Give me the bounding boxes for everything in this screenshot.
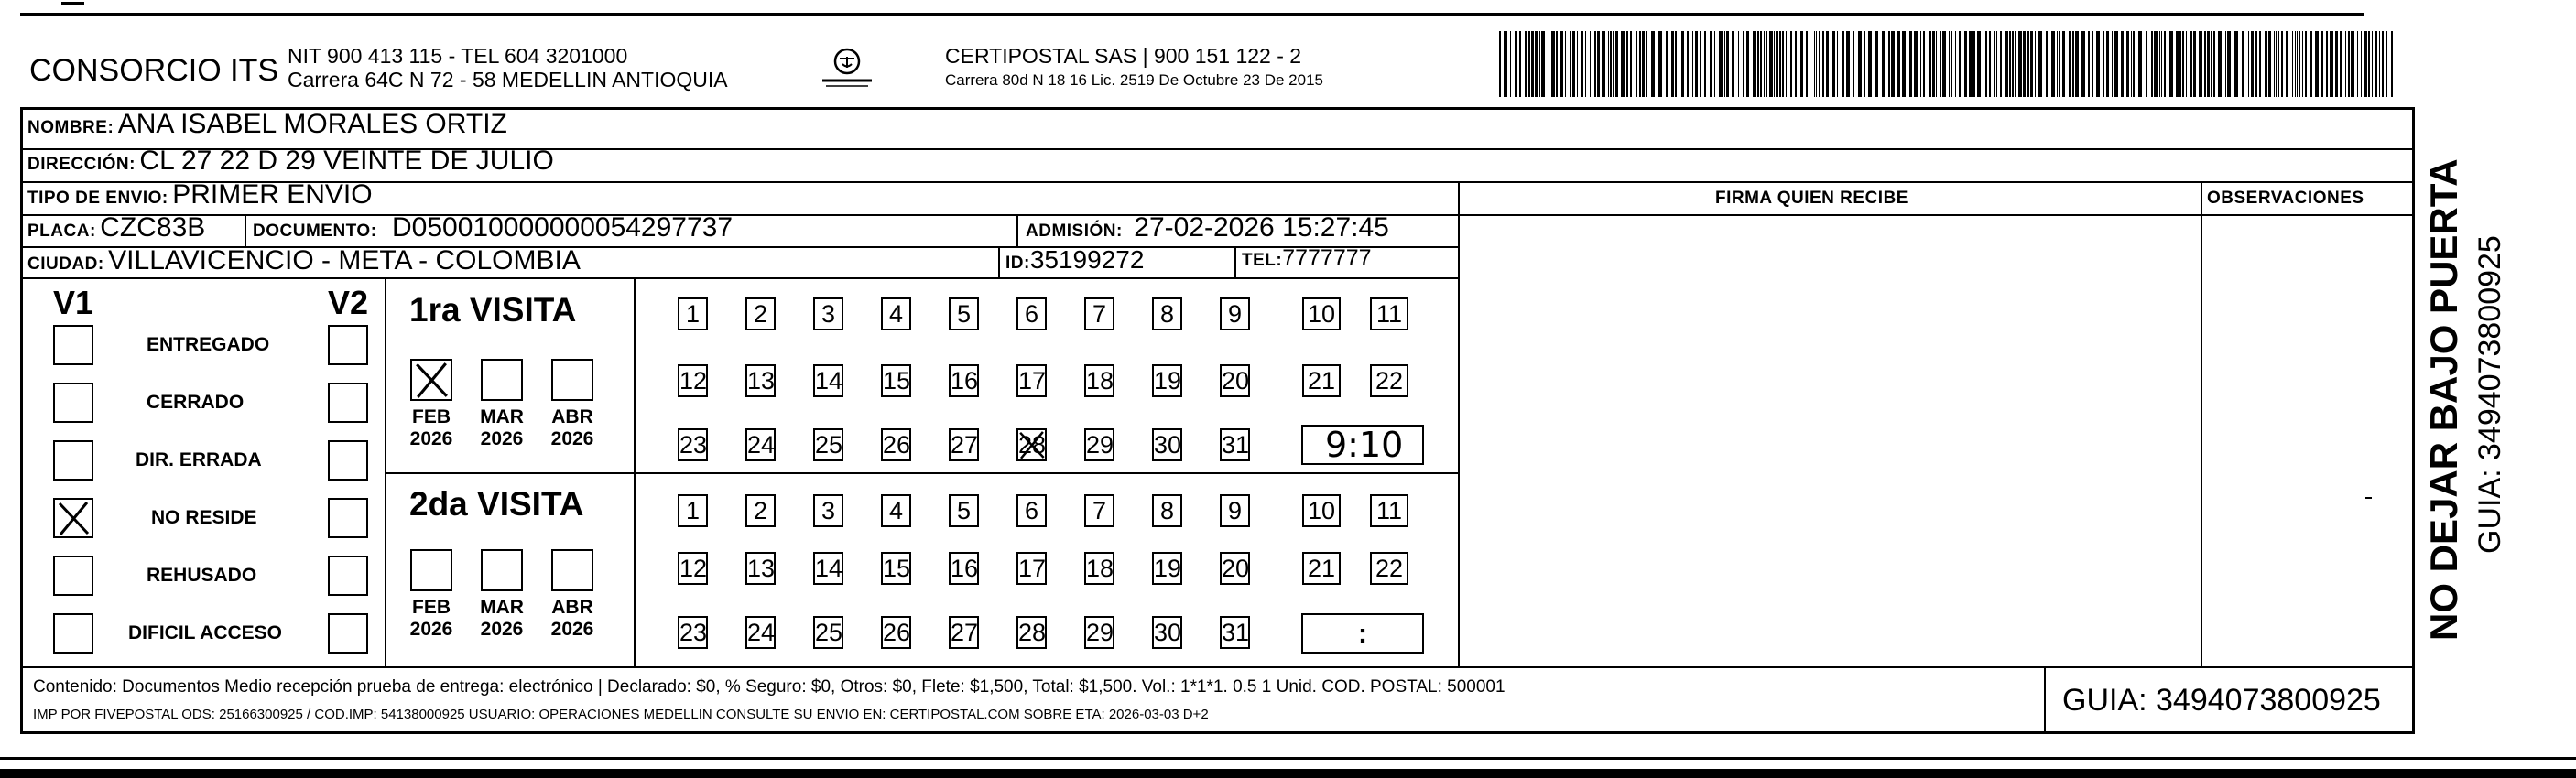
month-label: FEB 2026	[409, 597, 453, 640]
v2-checkbox[interactable]	[328, 440, 368, 481]
row-divider	[20, 181, 2415, 183]
day-box[interactable]: 3	[813, 494, 843, 527]
visit1-time: 9:10	[1325, 425, 1404, 465]
day-box[interactable]: 2	[745, 494, 776, 527]
v2-header: V2	[328, 284, 369, 321]
day-box[interactable]: 3	[813, 297, 843, 330]
direccion-field: DIRECCIÓN: CL 27 22 D 29 VEINTE DE JULIO	[27, 146, 554, 176]
company-address: Carrera 64C N 72 - 58 MEDELLIN ANTIOQUIA	[288, 68, 728, 92]
day-box[interactable]: 6	[1016, 494, 1047, 527]
top-rule	[20, 13, 2364, 16]
day-box[interactable]: 4	[881, 297, 911, 330]
day-box[interactable]: 16	[949, 364, 979, 397]
day-box[interactable]: 28	[1016, 616, 1047, 649]
stray-mark	[2365, 497, 2372, 499]
day-box[interactable]: 8	[1152, 494, 1182, 527]
visit2-time: :	[1358, 619, 1367, 649]
month-label: ABR 2026	[550, 597, 594, 640]
day-box[interactable]: 18	[1084, 364, 1114, 397]
day-box[interactable]: 17	[1016, 552, 1047, 585]
cell-divider	[1234, 246, 1236, 277]
id-value: 35199272	[1029, 245, 1145, 274]
day-box[interactable]: 19	[1152, 364, 1182, 397]
footer-divider	[20, 666, 2415, 668]
day-box[interactable]: 16	[949, 552, 979, 585]
day-box[interactable]: 7	[1084, 494, 1114, 527]
observaciones-header: OBSERVACIONES	[2207, 189, 2364, 208]
v2-checkbox[interactable]	[328, 383, 368, 423]
guia-number: GUIA: 3494073800925	[2062, 683, 2381, 718]
day-box[interactable]: 6	[1016, 297, 1047, 330]
certipostal-license: Carrera 80d N 18 16 Lic. 2519 De Octubre 23 De 2015	[945, 71, 1323, 89]
v1-checkbox[interactable]	[53, 440, 93, 481]
day-box[interactable]: 21	[1302, 364, 1341, 397]
month-label: ABR 2026	[550, 406, 594, 449]
tel-field: TEL:7777777	[1242, 245, 1372, 271]
id-field: ID:35199272	[1005, 245, 1145, 274]
day-box[interactable]: 5	[949, 297, 979, 330]
day-box[interactable]: 27	[949, 616, 979, 649]
day-box[interactable]: 4	[881, 494, 911, 527]
tel-value: 7777777	[1282, 245, 1372, 271]
status-label: DIR. ERRADA	[136, 449, 262, 470]
status-label: ENTREGADO	[147, 334, 270, 355]
footer-col-divider	[2044, 666, 2046, 734]
month-label: MAR 2026	[480, 597, 524, 640]
day-box[interactable]: 23	[678, 428, 708, 461]
visit2-title: 2da VISITA	[409, 485, 584, 523]
visit1-time-box[interactable]	[1301, 425, 1424, 465]
month-label: MAR 2026	[480, 406, 524, 449]
nombre-field: NOMBRE: ANA ISABEL MORALES ORTIZ	[27, 109, 507, 139]
col-divider	[2201, 181, 2202, 666]
documento-field: DOCUMENTO: D050010000000054297737	[253, 212, 734, 243]
direccion-value: CL 27 22 D 29 VEINTE DE JULIO	[139, 146, 554, 176]
day-box[interactable]: 12	[678, 552, 708, 585]
certipostal-info: CERTIPOSTAL SAS | 900 151 122 - 2	[945, 44, 1302, 68]
day-box[interactable]: 23	[678, 616, 708, 649]
day-box[interactable]: 20	[1220, 364, 1250, 397]
col-divider	[2413, 107, 2415, 734]
day-box[interactable]: 9	[1220, 297, 1250, 330]
tipo-envio-field: TIPO DE ENVIO: PRIMER ENVIO	[27, 179, 373, 210]
v2-checkbox[interactable]	[328, 613, 368, 654]
day-box[interactable]: 13	[745, 552, 776, 585]
barcode	[1499, 31, 2397, 97]
v1-checkbox[interactable]	[53, 556, 93, 596]
day-box[interactable]: 18	[1084, 552, 1114, 585]
day-box[interactable]: 1	[678, 494, 708, 527]
tipo-envio-value: PRIMER ENVIO	[172, 179, 373, 210]
month-checkbox[interactable]	[410, 359, 452, 401]
status-label: CERRADO	[147, 392, 245, 413]
day-box[interactable]: 22	[1370, 552, 1408, 585]
day-box[interactable]: 30	[1152, 616, 1182, 649]
day-box[interactable]: 24	[745, 616, 776, 649]
visit1-title: 1ra VISITA	[409, 291, 577, 329]
v1-checkbox[interactable]	[53, 383, 93, 423]
day-box[interactable]: 19	[1152, 552, 1182, 585]
day-box[interactable]: 14	[813, 552, 843, 585]
day-box[interactable]: 26	[881, 428, 911, 461]
day-box[interactable]: 20	[1220, 552, 1250, 585]
documento-value: D050010000000054297737	[392, 212, 734, 243]
v2-checkbox[interactable]	[328, 498, 368, 538]
day-box[interactable]: 29	[1084, 428, 1114, 461]
cell-divider	[998, 246, 1000, 277]
placa-value: CZC83B	[100, 212, 206, 243]
footer-print-info: IMP POR FIVEPOSTAL ODS: 25166300925 / COD.IMP: 54138000925 USUARIO: OPERACIONES MEDELLIN CONSULTE SU ENVIO EN: CERTIPOSTAL.COM SOBRE ETA: 2026-03-03 D+2	[33, 707, 1209, 722]
cell-divider	[245, 214, 246, 246]
col-divider	[1458, 181, 1460, 666]
day-box[interactable]: 14	[813, 364, 843, 397]
ciudad-value: VILLAVICENCIO - META - COLOMBIA	[108, 245, 581, 276]
month-checkbox[interactable]	[481, 359, 523, 401]
day-box[interactable]: 15	[881, 364, 911, 397]
day-box[interactable]: 7	[1084, 297, 1114, 330]
day-box[interactable]: 13	[745, 364, 776, 397]
status-label: NO RESIDE	[151, 507, 257, 528]
day-box[interactable]: 9	[1220, 494, 1250, 527]
month-checkbox[interactable]	[481, 549, 523, 591]
day-box[interactable]: 8	[1152, 297, 1182, 330]
side-guia: GUIA: 3494073800925	[2473, 235, 2507, 554]
day-box[interactable]: 21	[1302, 552, 1341, 585]
v1-checkbox[interactable]	[53, 613, 93, 654]
v2-checkbox[interactable]	[328, 556, 368, 596]
status-label: DIFICIL ACCESO	[128, 622, 283, 643]
company-nit: NIT 900 413 115 - TEL 604 3201000	[288, 44, 628, 68]
form-frame	[20, 107, 2415, 734]
bottom-band	[0, 769, 2576, 778]
day-box[interactable]: 10	[1302, 297, 1341, 330]
day-box[interactable]: 11	[1370, 297, 1408, 330]
row-divider	[20, 277, 1458, 279]
day-box[interactable]: 17	[1016, 364, 1047, 397]
visit2-time-box[interactable]	[1301, 613, 1424, 654]
nombre-value: ANA ISABEL MORALES ORTIZ	[117, 109, 507, 139]
header	[20, 20, 2415, 107]
month-label: FEB 2026	[409, 406, 453, 449]
day-box[interactable]: 12	[678, 364, 708, 397]
company-name: CONSORCIO ITS	[29, 53, 279, 88]
day-box[interactable]: 24	[745, 428, 776, 461]
footer-content: Contenido: Documentos Medio recepción prueba de entrega: electrónico | Declarado: $0, % Seguro: $0, Otros: $0, Flete: $1,500, Total: $1,500. Vol.: 1*1*1. 0.5 1 Unid. COD. POSTAL: 500001	[33, 677, 1505, 697]
firma-header: FIRMA QUIEN RECIBE	[1715, 189, 1908, 208]
day-box[interactable]: 10	[1302, 494, 1341, 527]
visit-separator	[385, 472, 1458, 474]
v1-checkbox[interactable]	[53, 498, 93, 538]
certipostal-logo	[815, 46, 879, 92]
top-mark	[61, 2, 84, 5]
bottom-rule	[0, 757, 2576, 760]
status-label: REHUSADO	[147, 565, 257, 586]
day-box[interactable]: 25	[813, 428, 843, 461]
v1-header: V1	[53, 284, 94, 321]
day-box[interactable]: 22	[1370, 364, 1408, 397]
cell-divider	[1016, 214, 1018, 246]
v2-checkbox[interactable]	[328, 325, 368, 365]
day-box[interactable]: 28	[1016, 428, 1047, 461]
month-checkbox[interactable]	[410, 549, 452, 591]
ciudad-field: CIUDAD: VILLAVICENCIO - META - COLOMBIA	[27, 245, 581, 276]
day-box[interactable]: 27	[949, 428, 979, 461]
day-box[interactable]: 2	[745, 297, 776, 330]
admision-field: ADMISIÓN: 27-02-2026 15:27:45	[1026, 212, 1389, 243]
month-checkbox[interactable]	[551, 359, 593, 401]
day-box[interactable]: 11	[1370, 494, 1408, 527]
day-box[interactable]: 29	[1084, 616, 1114, 649]
day-box[interactable]: 25	[813, 616, 843, 649]
placa-field: PLACA: CZC83B	[27, 212, 206, 243]
day-box[interactable]: 30	[1152, 428, 1182, 461]
side-warning: NO DEJAR BAJO PUERTA	[2422, 158, 2465, 641]
day-box[interactable]: 31	[1220, 616, 1250, 649]
day-box[interactable]: 5	[949, 494, 979, 527]
month-checkbox[interactable]	[551, 549, 593, 591]
day-box[interactable]: 31	[1220, 428, 1250, 461]
day-box[interactable]: 26	[881, 616, 911, 649]
v1-checkbox[interactable]	[53, 325, 93, 365]
day-box[interactable]: 15	[881, 552, 911, 585]
day-box[interactable]: 1	[678, 297, 708, 330]
admision-value: 27-02-2026 15:27:45	[1134, 212, 1389, 243]
